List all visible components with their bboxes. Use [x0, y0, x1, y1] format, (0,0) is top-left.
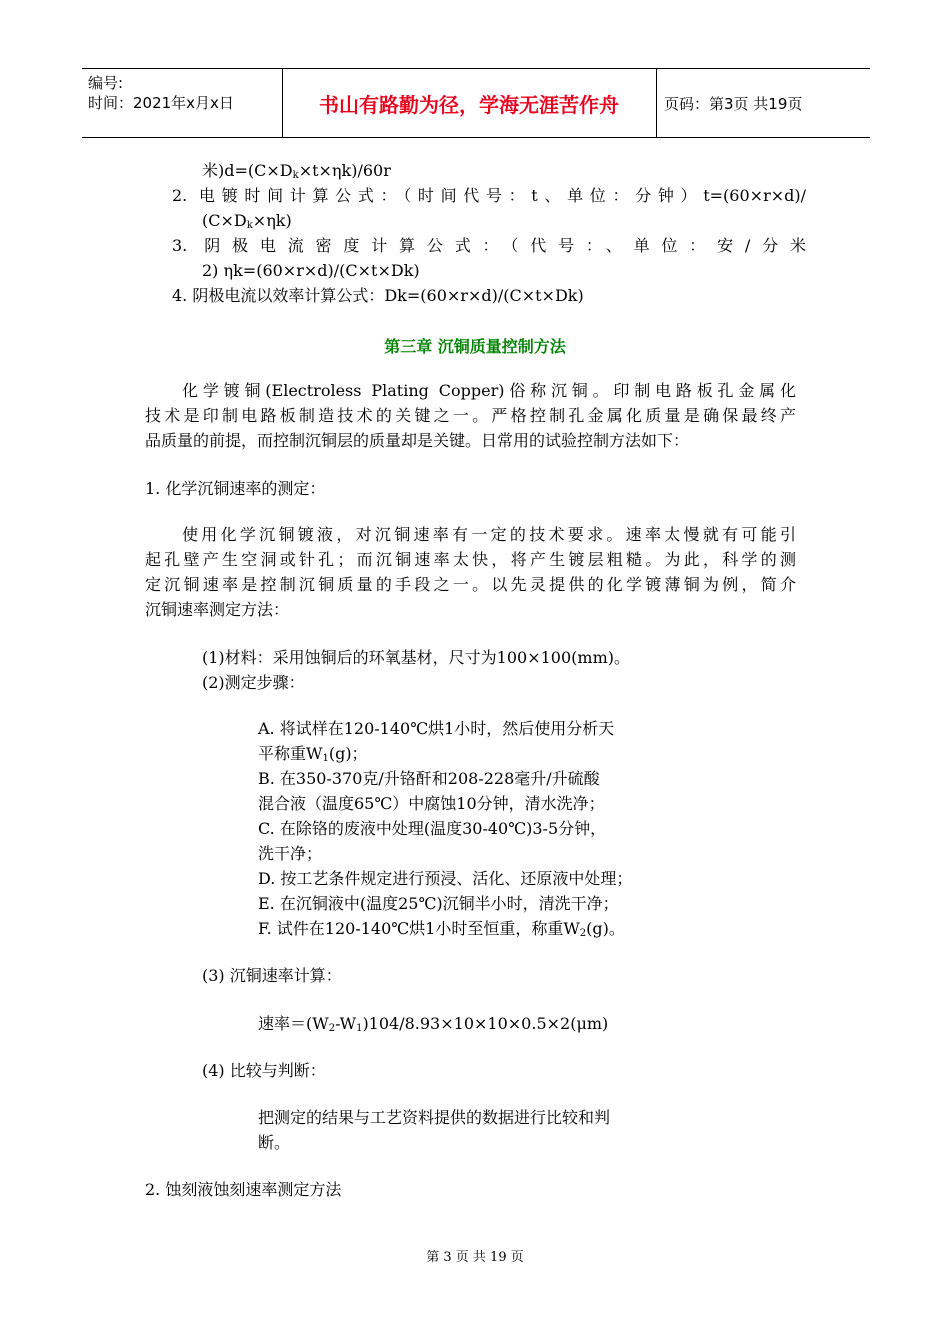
header-meta — [88, 73, 234, 113]
section-1-para-line-4: 沉铜速率测定方法： — [145, 600, 290, 619]
step-a-line-1: A. 将试样在120-140℃烘1小时，然后使用分析天 — [258, 719, 615, 738]
formula-2-line-1: 2. 电镀时间计算公式：（时间代号：t、单位：分钟）t=(60×r×d)/ — [172, 186, 806, 205]
step-d: D. 按工艺条件规定进行预浸、活化、还原液中处理； — [258, 869, 633, 888]
compare-title: (4) 比较与判断： — [202, 1061, 326, 1080]
page-header — [82, 68, 870, 138]
formula-3-line-1: 3. 阴极电流密度计算公式：（代号：、单位：安/分米 — [172, 236, 806, 255]
header-time-label: 时间：2021年x月x日 — [88, 94, 234, 112]
header-page-label: 页码：第3页 共19页 — [664, 95, 803, 113]
page-footer: 第 3 页 共 19 页 — [426, 1250, 524, 1265]
formula-4: 4. 阴极电流以效率计算公式：Dk=(60×r×d)/(C×t×Dk) — [172, 286, 584, 305]
step-a-line-2: 平称重$W_1(g)$； — [258, 744, 368, 764]
formula-3-line-2: 2) ηk=(60×r×d)/(C×t×Dk) — [202, 261, 420, 280]
compare-line-2: 断。 — [258, 1133, 291, 1152]
intro-line-2: 技术是印制电路板制造技术的关键之一。严格控制孔金属化质量是确保最终产 — [145, 406, 796, 425]
calc-title: (3) 沉铜速率计算： — [202, 966, 342, 985]
material-line: (1)材料：采用蚀铜后的环氧基材，尺寸为100×100(mm)。 — [202, 648, 630, 667]
intro-line-1: 化学镀铜(Electroless Plating Copper)俗称沉铜。印制电路板孔金属化 — [182, 381, 796, 400]
step-c-line-1: C. 在除铬的废液中处理(温度30-40℃)3-5分钟， — [258, 819, 607, 838]
section-1-title: 1. 化学沉铜速率的测定： — [145, 479, 326, 498]
section-1-para-line-2: 起孔壁产生空洞或针孔；而沉铜速率太快，将产生镀层粗糙。为此，科学的测 — [145, 550, 796, 569]
calc-formula: 速率$=(W_2-W_1)104/8.93\times 10\times 10\times 0.5\times 2(\mu m)$ — [258, 1014, 609, 1034]
step-c-line-2: 洗干净； — [258, 844, 323, 863]
compare-line-1: 把测定的结果与工艺资料提供的数据进行比较和判 — [258, 1108, 611, 1127]
step-e: E. 在沉铜液中(温度25℃)沉铜半小时，清洗干净； — [258, 894, 619, 913]
header-motto: 书山有路勤为径，学海无涯苦作舟 — [319, 93, 619, 117]
steps-title: (2)测定步骤： — [202, 673, 305, 692]
section-1-para-line-3: 定沉铜速率是控制沉铜质量的手段之一。以先灵提供的化学镀薄铜为例，简介 — [145, 575, 796, 594]
formula-2-line-2: $(C\times D_k\times\eta k)$ — [202, 211, 292, 231]
intro-line-3: 品质量的前提，而控制沉铜层的质量却是关键。日常用的试验控制方法如下： — [145, 431, 690, 450]
header-number-label: 编号: — [88, 74, 124, 92]
step-b-line-1: B. 在350-370克/升铬酐和208-228毫升/升硫酸 — [258, 769, 600, 788]
chapter-title: 第三章 沉铜质量控制方法 — [384, 337, 566, 356]
formula-1-continuation: 米)$d=(C\times D_k\times t\times\eta k)/60r$ — [202, 161, 391, 181]
step-b-line-2: 混合液（温度65℃）中腐蚀10分钟，清水洗净； — [258, 794, 605, 813]
header-divider-right — [656, 69, 657, 137]
section-2-title: 2. 蚀刻液蚀刻速率测定方法 — [145, 1180, 342, 1199]
section-1-para-line-1: 使用化学沉铜镀液，对沉铜速率有一定的技术要求。速率太慢就有可能引 — [182, 525, 796, 544]
step-f: F. 试件在120-140℃烘1小时至恒重，称重$W_2(g)$。 — [258, 919, 625, 939]
